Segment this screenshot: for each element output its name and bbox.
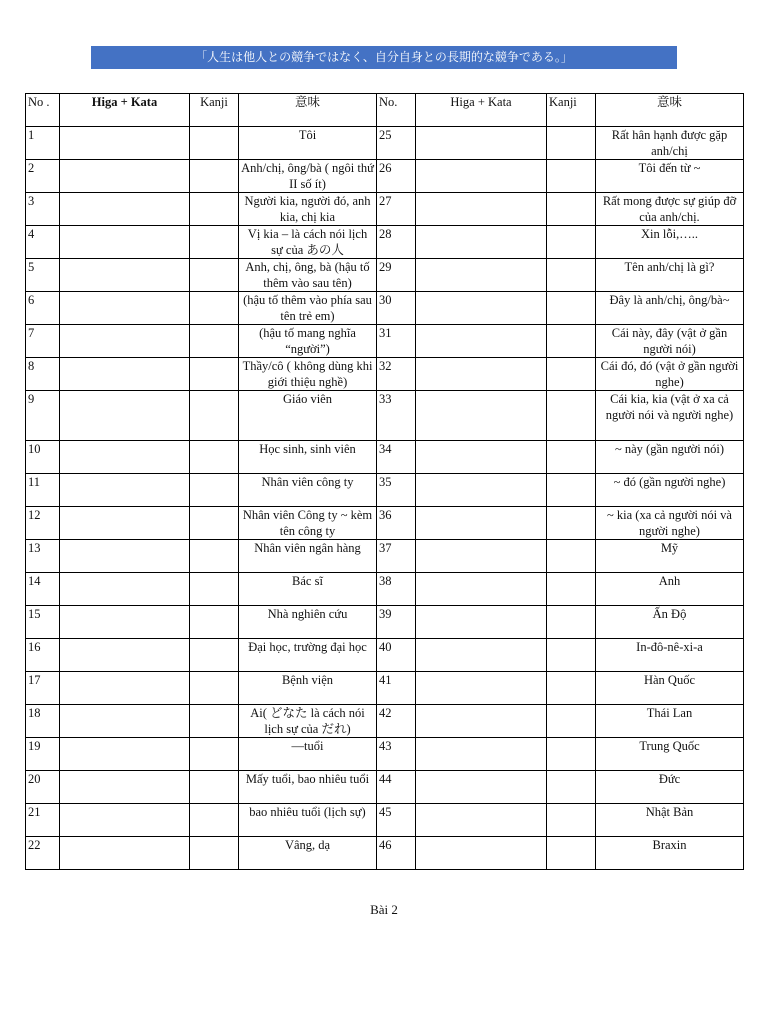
higa-kata-cell-left bbox=[60, 193, 190, 226]
higa-kata-cell-right bbox=[416, 507, 547, 540]
higa-kata-cell-left bbox=[60, 606, 190, 639]
meaning-cell-left: —tuổi bbox=[239, 738, 377, 771]
table-row bbox=[26, 160, 744, 193]
higa-kata-cell-right bbox=[416, 606, 547, 639]
higa-kata-cell-left bbox=[60, 837, 190, 870]
kanji-cell-left bbox=[190, 573, 239, 606]
higa-kata-cell-right bbox=[416, 804, 547, 837]
table-row bbox=[26, 738, 744, 771]
meaning-cell-left: Bác sĩ bbox=[239, 573, 377, 606]
header-no-right: No. bbox=[377, 94, 416, 127]
higa-kata-cell-right bbox=[416, 441, 547, 474]
higa-kata-cell-left bbox=[60, 738, 190, 771]
header-higa-kata-left: Higa + Kata bbox=[60, 94, 190, 127]
row-number-left: 5 bbox=[26, 259, 60, 292]
table-row bbox=[26, 325, 744, 358]
table-row bbox=[26, 507, 744, 540]
meaning-cell-right: Đây là anh/chị, ông/bà~ bbox=[596, 292, 744, 325]
header-no-left: No . bbox=[26, 94, 60, 127]
row-number-right: 39 bbox=[377, 606, 416, 639]
higa-kata-cell-left bbox=[60, 672, 190, 705]
row-number-right: 25 bbox=[377, 127, 416, 160]
row-number-right: 41 bbox=[377, 672, 416, 705]
higa-kata-cell-left bbox=[60, 226, 190, 259]
kanji-cell-left bbox=[190, 358, 239, 391]
meaning-cell-left: Ai( どなた là cách nói lịch sự của だれ) bbox=[239, 705, 377, 738]
higa-kata-cell-right bbox=[416, 705, 547, 738]
meaning-cell-left: Vị kia – là cách nói lịch sự của あの人 bbox=[239, 226, 377, 259]
row-number-right: 38 bbox=[377, 573, 416, 606]
higa-kata-cell-right bbox=[416, 573, 547, 606]
higa-kata-cell-left bbox=[60, 325, 190, 358]
kanji-cell-right bbox=[547, 771, 596, 804]
kanji-cell-right bbox=[547, 160, 596, 193]
higa-kata-cell-right bbox=[416, 540, 547, 573]
row-number-left: 10 bbox=[26, 441, 60, 474]
table-row bbox=[26, 474, 744, 507]
row-number-right: 45 bbox=[377, 804, 416, 837]
meaning-cell-right: Xin lỗi,….. bbox=[596, 226, 744, 259]
table-row bbox=[26, 837, 744, 870]
row-number-right: 27 bbox=[377, 193, 416, 226]
kanji-cell-right bbox=[547, 705, 596, 738]
kanji-cell-right bbox=[547, 441, 596, 474]
meaning-cell-left: Bệnh viện bbox=[239, 672, 377, 705]
kanji-cell-right bbox=[547, 127, 596, 160]
table-row bbox=[26, 193, 744, 226]
table-row bbox=[26, 672, 744, 705]
row-number-left: 19 bbox=[26, 738, 60, 771]
kanji-cell-right bbox=[547, 259, 596, 292]
table-row bbox=[26, 639, 744, 672]
kanji-cell-right bbox=[547, 804, 596, 837]
meaning-cell-right: Cái kia, kia (vật ở xa cả người nói và người nghe) bbox=[596, 391, 744, 441]
higa-kata-cell-left bbox=[60, 391, 190, 441]
kanji-cell-right bbox=[547, 573, 596, 606]
header-kanji-left: Kanji bbox=[190, 94, 239, 127]
row-number-right: 31 bbox=[377, 325, 416, 358]
row-number-left: 21 bbox=[26, 804, 60, 837]
row-number-right: 28 bbox=[377, 226, 416, 259]
kanji-cell-right bbox=[547, 639, 596, 672]
table-header-row bbox=[26, 94, 744, 127]
page-footer: Bài 2 bbox=[370, 902, 398, 917]
row-number-left: 4 bbox=[26, 226, 60, 259]
row-number-left: 7 bbox=[26, 325, 60, 358]
table-row bbox=[26, 441, 744, 474]
row-number-right: 26 bbox=[377, 160, 416, 193]
kanji-cell-right bbox=[547, 837, 596, 870]
kanji-cell-left bbox=[190, 441, 239, 474]
meaning-cell-left: bao nhiêu tuổi (lịch sự) bbox=[239, 804, 377, 837]
table-row bbox=[26, 127, 744, 160]
row-number-left: 15 bbox=[26, 606, 60, 639]
row-number-right: 46 bbox=[377, 837, 416, 870]
kanji-cell-left bbox=[190, 771, 239, 804]
kanji-cell-left bbox=[190, 259, 239, 292]
kanji-cell-right bbox=[547, 325, 596, 358]
higa-kata-cell-right bbox=[416, 160, 547, 193]
table-row bbox=[26, 358, 744, 391]
meaning-cell-right: Anh bbox=[596, 573, 744, 606]
kanji-cell-left bbox=[190, 292, 239, 325]
higa-kata-cell-right bbox=[416, 639, 547, 672]
higa-kata-cell-left bbox=[60, 705, 190, 738]
meaning-cell-right: Tên anh/chị là gì? bbox=[596, 259, 744, 292]
table-row bbox=[26, 606, 744, 639]
row-number-left: 2 bbox=[26, 160, 60, 193]
row-number-left: 9 bbox=[26, 391, 60, 441]
higa-kata-cell-left bbox=[60, 573, 190, 606]
higa-kata-cell-right bbox=[416, 738, 547, 771]
table-row bbox=[26, 226, 744, 259]
kanji-cell-right bbox=[547, 672, 596, 705]
meaning-cell-right: Đức bbox=[596, 771, 744, 804]
row-number-right: 43 bbox=[377, 738, 416, 771]
higa-kata-cell-left bbox=[60, 639, 190, 672]
kanji-cell-right bbox=[547, 540, 596, 573]
kanji-cell-left bbox=[190, 639, 239, 672]
higa-kata-cell-right bbox=[416, 226, 547, 259]
higa-kata-cell-right bbox=[416, 672, 547, 705]
row-number-left: 22 bbox=[26, 837, 60, 870]
meaning-cell-left: Học sinh, sinh viên bbox=[239, 441, 377, 474]
table-row bbox=[26, 540, 744, 573]
higa-kata-cell-right bbox=[416, 193, 547, 226]
meaning-cell-left: Thầy/cô ( không dùng khi giới thiệu nghề) bbox=[239, 358, 377, 391]
meaning-cell-right: Cái đó, đó (vật ở gần người nghe) bbox=[596, 358, 744, 391]
higa-kata-cell-left bbox=[60, 507, 190, 540]
meaning-cell-left: Nhà nghiên cứu bbox=[239, 606, 377, 639]
higa-kata-cell-left bbox=[60, 358, 190, 391]
header-meaning-left: 意味 bbox=[239, 94, 377, 127]
table-row bbox=[26, 391, 744, 441]
table-row bbox=[26, 292, 744, 325]
higa-kata-cell-right bbox=[416, 474, 547, 507]
row-number-left: 8 bbox=[26, 358, 60, 391]
higa-kata-cell-right bbox=[416, 325, 547, 358]
higa-kata-cell-left bbox=[60, 127, 190, 160]
row-number-right: 30 bbox=[377, 292, 416, 325]
kanji-cell-right bbox=[547, 226, 596, 259]
higa-kata-cell-left bbox=[60, 259, 190, 292]
kanji-cell-left bbox=[190, 474, 239, 507]
header-meaning-right: 意味 bbox=[596, 94, 744, 127]
kanji-cell-right bbox=[547, 391, 596, 441]
kanji-cell-left bbox=[190, 837, 239, 870]
meaning-cell-left: Tôi bbox=[239, 127, 377, 160]
kanji-cell-left bbox=[190, 391, 239, 441]
vocabulary-table bbox=[25, 93, 744, 870]
row-number-left: 14 bbox=[26, 573, 60, 606]
meaning-cell-right: Tôi đến từ ~ bbox=[596, 160, 744, 193]
meaning-cell-right: ~ kia (xa cả người nói và người nghe) bbox=[596, 507, 744, 540]
kanji-cell-right bbox=[547, 507, 596, 540]
quote-banner: 「人生は他人との競争ではなく、自分自身との長期的な競争である。」 bbox=[91, 46, 677, 69]
table-row bbox=[26, 771, 744, 804]
row-number-right: 36 bbox=[377, 507, 416, 540]
higa-kata-cell-left bbox=[60, 441, 190, 474]
row-number-left: 6 bbox=[26, 292, 60, 325]
meaning-cell-left: Giáo viên bbox=[239, 391, 377, 441]
vocabulary-table-body bbox=[26, 127, 744, 870]
row-number-right: 34 bbox=[377, 441, 416, 474]
kanji-cell-left bbox=[190, 325, 239, 358]
meaning-cell-left: Mấy tuổi, bao nhiêu tuổi bbox=[239, 771, 377, 804]
table-row bbox=[26, 573, 744, 606]
row-number-left: 13 bbox=[26, 540, 60, 573]
kanji-cell-left bbox=[190, 193, 239, 226]
kanji-cell-right bbox=[547, 358, 596, 391]
meaning-cell-right: Rất mong được sự giúp đỡ của anh/chị. bbox=[596, 193, 744, 226]
row-number-right: 35 bbox=[377, 474, 416, 507]
higa-kata-cell-left bbox=[60, 474, 190, 507]
row-number-left: 12 bbox=[26, 507, 60, 540]
higa-kata-cell-right bbox=[416, 127, 547, 160]
header-kanji-right: Kanji bbox=[547, 94, 596, 127]
higa-kata-cell-right bbox=[416, 391, 547, 441]
kanji-cell-left bbox=[190, 540, 239, 573]
meaning-cell-left: (hậu tố mang nghĩa “người”) bbox=[239, 325, 377, 358]
higa-kata-cell-right bbox=[416, 358, 547, 391]
meaning-cell-left: (hậu tố thêm vào phía sau tên trẻ em) bbox=[239, 292, 377, 325]
row-number-right: 37 bbox=[377, 540, 416, 573]
meaning-cell-right: Thái Lan bbox=[596, 705, 744, 738]
higa-kata-cell-left bbox=[60, 804, 190, 837]
meaning-cell-right: In-đô-nê-xi-a bbox=[596, 639, 744, 672]
kanji-cell-left bbox=[190, 804, 239, 837]
row-number-left: 18 bbox=[26, 705, 60, 738]
kanji-cell-right bbox=[547, 606, 596, 639]
table-row bbox=[26, 259, 744, 292]
meaning-cell-left: Người kia, người đó, anh kia, chị kia bbox=[239, 193, 377, 226]
meaning-cell-right: ~ này (gần người nói) bbox=[596, 441, 744, 474]
kanji-cell-right bbox=[547, 193, 596, 226]
kanji-cell-left bbox=[190, 672, 239, 705]
meaning-cell-left: Đại học, trường đại học bbox=[239, 639, 377, 672]
kanji-cell-left bbox=[190, 160, 239, 193]
row-number-right: 33 bbox=[377, 391, 416, 441]
meaning-cell-left: Nhân viên Công ty ~ kèm tên công ty bbox=[239, 507, 377, 540]
meaning-cell-right: Nhật Bản bbox=[596, 804, 744, 837]
row-number-left: 11 bbox=[26, 474, 60, 507]
row-number-right: 44 bbox=[377, 771, 416, 804]
kanji-cell-right bbox=[547, 738, 596, 771]
row-number-left: 17 bbox=[26, 672, 60, 705]
higa-kata-cell-right bbox=[416, 259, 547, 292]
higa-kata-cell-right bbox=[416, 837, 547, 870]
meaning-cell-right: Ấn Độ bbox=[596, 606, 744, 639]
kanji-cell-left bbox=[190, 738, 239, 771]
higa-kata-cell-left bbox=[60, 160, 190, 193]
kanji-cell-left bbox=[190, 226, 239, 259]
kanji-cell-right bbox=[547, 292, 596, 325]
row-number-left: 3 bbox=[26, 193, 60, 226]
row-number-left: 16 bbox=[26, 639, 60, 672]
kanji-cell-left bbox=[190, 127, 239, 160]
meaning-cell-left: Vâng, dạ bbox=[239, 837, 377, 870]
row-number-left: 20 bbox=[26, 771, 60, 804]
meaning-cell-right: Braxin bbox=[596, 837, 744, 870]
meaning-cell-right: ~ đó (gần người nghe) bbox=[596, 474, 744, 507]
higa-kata-cell-left bbox=[60, 292, 190, 325]
meaning-cell-left: Anh/chị, ông/bà ( ngôi thứ II số ít) bbox=[239, 160, 377, 193]
meaning-cell-left: Nhân viên ngân hàng bbox=[239, 540, 377, 573]
meaning-cell-left: Nhân viên công ty bbox=[239, 474, 377, 507]
higa-kata-cell-right bbox=[416, 292, 547, 325]
header-higa-kata-right: Higa + Kata bbox=[416, 94, 547, 127]
meaning-cell-left: Anh, chị, ông, bà (hậu tố thêm vào sau tên) bbox=[239, 259, 377, 292]
meaning-cell-right: Trung Quốc bbox=[596, 738, 744, 771]
higa-kata-cell-right bbox=[416, 771, 547, 804]
kanji-cell-left bbox=[190, 507, 239, 540]
row-number-right: 32 bbox=[377, 358, 416, 391]
meaning-cell-right: Rất hân hạnh được gặp anh/chị bbox=[596, 127, 744, 160]
kanji-cell-left bbox=[190, 606, 239, 639]
higa-kata-cell-left bbox=[60, 540, 190, 573]
row-number-right: 40 bbox=[377, 639, 416, 672]
meaning-cell-right: Hàn Quốc bbox=[596, 672, 744, 705]
meaning-cell-right: Mỹ bbox=[596, 540, 744, 573]
higa-kata-cell-left bbox=[60, 771, 190, 804]
kanji-cell-left bbox=[190, 705, 239, 738]
row-number-right: 42 bbox=[377, 705, 416, 738]
kanji-cell-right bbox=[547, 474, 596, 507]
table-row bbox=[26, 705, 744, 738]
row-number-right: 29 bbox=[377, 259, 416, 292]
meaning-cell-right: Cái này, đây (vật ở gần người nói) bbox=[596, 325, 744, 358]
row-number-left: 1 bbox=[26, 127, 60, 160]
table-row bbox=[26, 804, 744, 837]
